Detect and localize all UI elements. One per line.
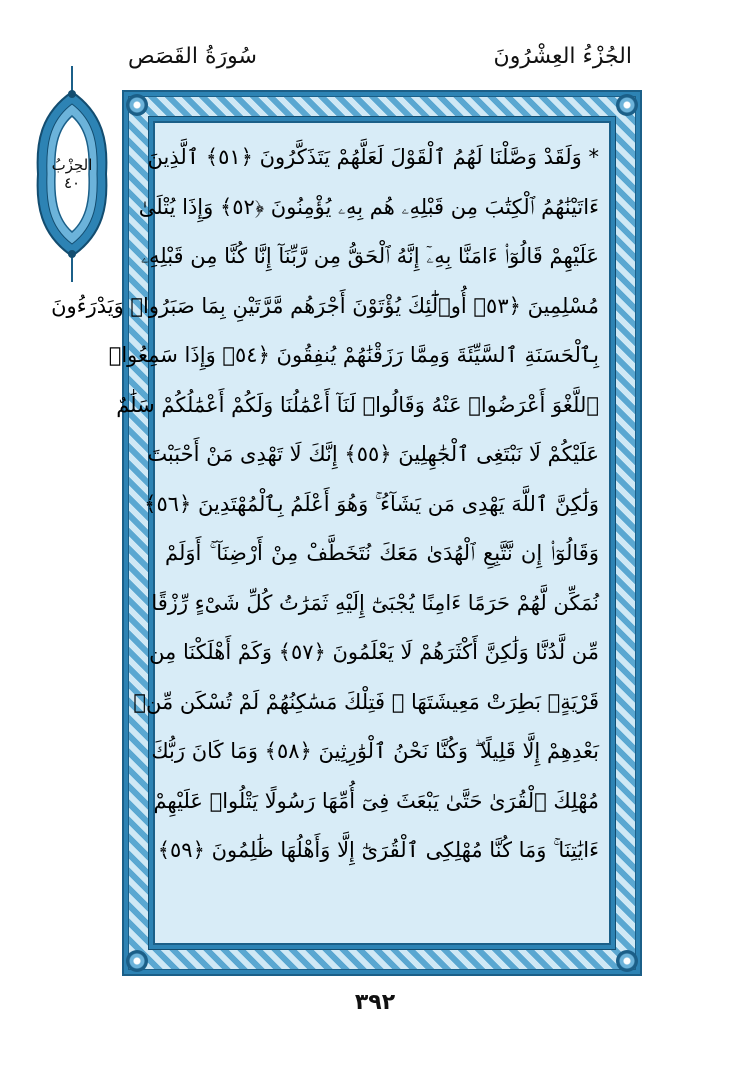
verse-line: مُسْلِمِينَ ﴿٥٣﴾ أُو۟لَٰٓئِكَ يُؤْتَوْنَ أَجْرَهُم مَّرَّتَيْنِ بِمَا صَبَرُوا۟ وَيَدْرَءُونَ — [51, 293, 599, 318]
verse-line: وَقَالُوٓا۟ إِن نَّتَّبِعِ ٱلْهُدَىٰ مَعَكَ نُتَخَطَّفْ مِنْ أَرْضِنَآ ۚ أَوَلَمْ — [165, 541, 599, 565]
corner-ornament-icon — [616, 94, 638, 116]
corner-ornament-icon — [126, 94, 148, 116]
verse-line: قَرْيَةٍۭ بَطِرَتْ مَعِيشَتَهَا ۖ فَتِلْكَ مَسَٰكِنُهُمْ لَمْ تُسْكَن مِّنۢ — [133, 689, 599, 714]
corner-ornament-icon — [616, 950, 638, 972]
verse-line: بِٱلْحَسَنَةِ ٱلسَّيِّئَةَ وَمِمَّا رَزَقْنَٰهُمْ يُنفِقُونَ ﴿٥٤﴾ وَإِذَا سَمِعُوا۟ — [108, 343, 599, 367]
verse-line: وَلَٰكِنَّ ٱللَّهَ يَهْدِى مَن يَشَآءُ ۚ وَهُوَ أَعْلَمُ بِٱلْمُهْتَدِينَ ﴿٥٦﴾ — [144, 491, 599, 516]
page-number: ٣٩٢ — [354, 990, 396, 1015]
hizb-medallion — [34, 64, 110, 284]
corner-ornament-icon — [126, 950, 148, 972]
verse-line: ءَاتَيْنَٰهُمُ ٱلْكِتَٰبَ مِن قَبْلِهِۦ هُم بِهِۦ يُؤْمِنُونَ ﴿٥٢﴾ وَإِذَا يُتْلَىٰ — [138, 194, 599, 219]
verse-line: مُهْلِكَ ٱلْقُرَىٰ حَتَّىٰ يَبْعَثَ فِىٓ أُمِّهَا رَسُولًا يَتْلُوا۟ عَلَيْهِمْ — [153, 788, 599, 813]
verse-line: * وَلَقَدْ وَصَّلْنَا لَهُمُ ٱلْقَوْلَ لَعَلَّهُمْ يَتَذَكَّرُونَ ﴿٥١﴾ ٱلَّذِينَ — [147, 145, 599, 169]
juz-header: الجُزْءُ العِشْرُونَ — [493, 44, 632, 69]
verse-line: ءَايَٰتِنَا ۚ وَمَا كُنَّا مُهْلِكِى ٱلْقُرَىٰٓ إِلَّا وَأَهْلُهَا ظَٰلِمُونَ ﴿٥٩﴾ — [157, 838, 599, 862]
verse-line: نُمَكِّن لَّهُمْ حَرَمًا ءَامِنًا يُجْبَىٰٓ إِلَيْهِ ثَمَرَٰتُ كُلِّ شَىْءٍ رِّزْقًا — [151, 590, 599, 615]
verse-line: بَعْدِهِمْ إِلَّا قَلِيلًا ۖ وَكُنَّا نَحْنُ ٱلْوَٰرِثِينَ ﴿٥٨﴾ وَمَا كَانَ رَبُّكَ — [151, 739, 599, 763]
verse-line: عَلَيْكُمْ لَا نَبْتَغِى ٱلْجَٰهِلِينَ ﴿٥٥﴾ إِنَّكَ لَا تَهْدِى مَنْ أَحْبَبْتَ — [147, 442, 599, 466]
verse-line: مِّن لَّدُنَّا وَلَٰكِنَّ أَكْثَرَهُمْ لَا يَعْلَمُونَ ﴿٥٧﴾ وَكَمْ أَهْلَكْنَا مِن — [149, 640, 599, 664]
hizb-number: ٤٠ — [63, 174, 81, 192]
hizb-label: الحِزْبُ — [51, 156, 93, 174]
surah-header: سُورَةُ القَصَص — [128, 44, 257, 69]
verse-line: عَلَيْهِمْ قَالُوٓا۟ ءَامَنَّا بِهِۦٓ إِنَّهُ ٱلْحَقُّ مِن رَّبِّنَآ إِنَّا كُنَّا مِن قَبْلِهِۦ — [141, 244, 599, 268]
verse-line: ٱللَّغْوَ أَعْرَضُوا۟ عَنْهُ وَقَالُوا۟ لَنَآ أَعْمَٰلُنَا وَلَكُمْ أَعْمَٰلُكُمْ سَلَٰمٌ — [116, 392, 599, 417]
